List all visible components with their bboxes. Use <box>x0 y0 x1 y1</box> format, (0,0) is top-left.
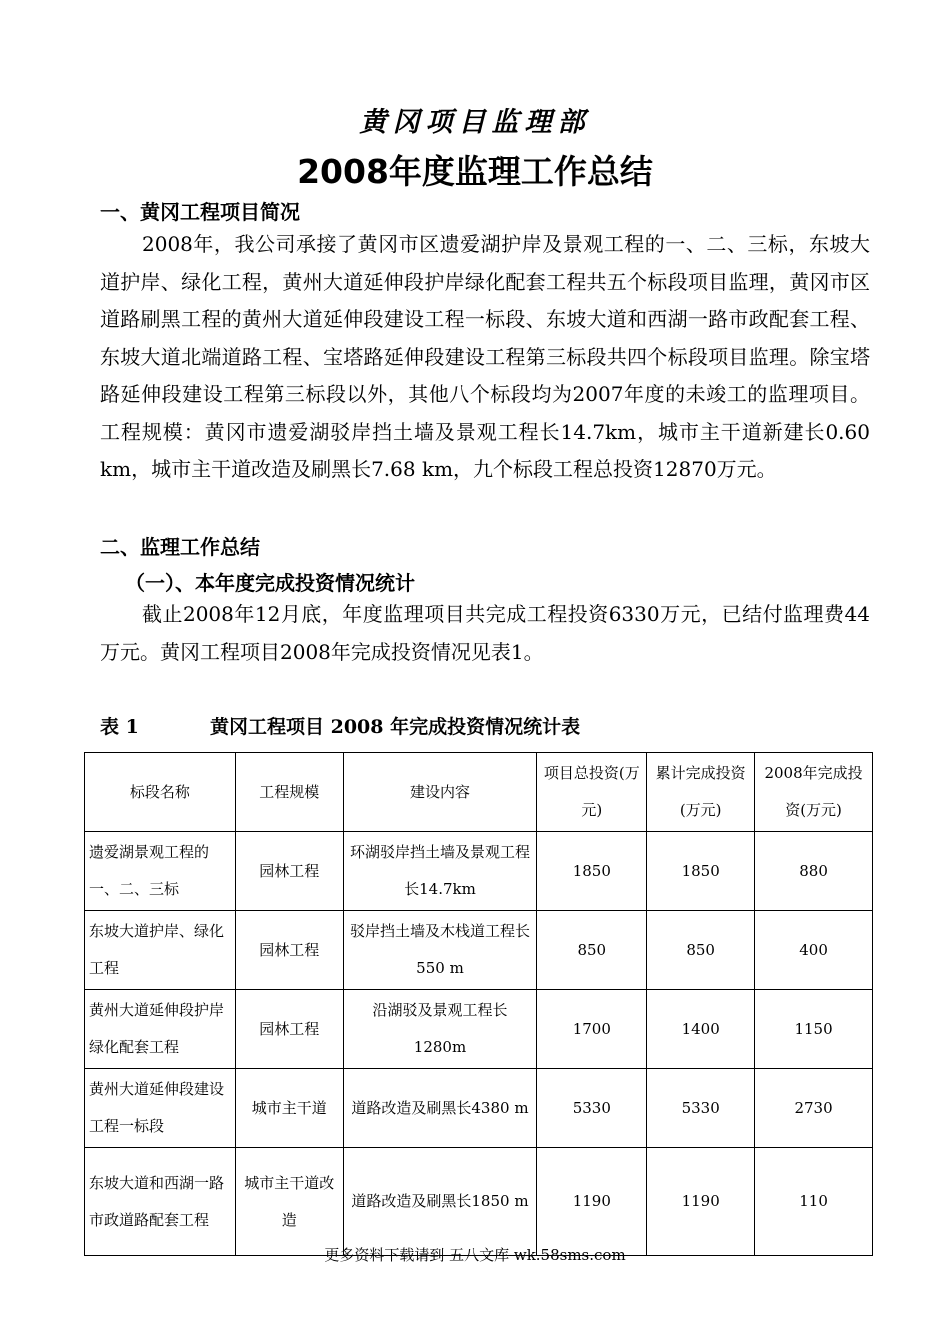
table-cell: 道路改造及刷黑长4380 m <box>343 1069 537 1148</box>
table-cell: 城市主干道改造 <box>235 1148 343 1256</box>
table-cell: 400 <box>755 911 873 990</box>
table-header-cell: 2008年完成投资(万元) <box>755 753 873 832</box>
table-row <box>85 832 873 911</box>
table-row <box>85 990 873 1069</box>
table-cell: 沿湖驳及景观工程长1280m <box>343 990 537 1069</box>
table-row <box>85 1069 873 1148</box>
table-cell: 5330 <box>537 1069 647 1148</box>
table-row <box>85 911 873 990</box>
table-cell: 环湖驳岸挡土墙及景观工程长14.7km <box>343 832 537 911</box>
table-cell: 东坡大道和西湖一路市政道路配套工程 <box>85 1148 236 1256</box>
table-cell: 城市主干道 <box>235 1069 343 1148</box>
section1-heading: 一、黄冈工程项目简况 <box>100 200 300 224</box>
table-header-cell: 标段名称 <box>85 753 236 832</box>
table-header-cell: 项目总投资(万元) <box>537 753 647 832</box>
table-cell: 1150 <box>755 990 873 1069</box>
table-cell: 园林工程 <box>235 832 343 911</box>
section2-paragraph: 截止2008年12月底，年度监理项目共完成工程投资6330万元，已结付监理费44万元。黄冈工程项目2008年完成投资情况见表1。 <box>100 602 870 664</box>
section1-paragraph: 2008年，我公司承接了黄冈市区遗爱湖护岸及景观工程的一、二、三标，东坡大道护岸、绿化工程，黄州大道延伸段护岸绿化配套工程共五个标段项目监理，黄冈市区道路刷黑工程的黄州大道延伸段建设工程一标段、东坡大道和西湖一路市政配套工程、东坡大道北端道路工程、宝塔路延伸段建设工程第三标段共四个标段项目监理。除宝塔路延伸段建设工程第三标段以外，其他八个标段均为2007年度的未竣工的监理项目。工程规模：黄冈市遗爱湖驳岸挡土墙及景观工程长14.7km，城市主干道新建长0.60 km，城市主干道改造及刷黑长7.68 km，九个标段工程总投资12870万元。 <box>100 232 870 481</box>
table-header-cell: 建设内容 <box>343 753 537 832</box>
section2-heading: 二、监理工作总结 <box>100 535 260 559</box>
table-header-row <box>85 753 873 832</box>
table-cell: 5330 <box>647 1069 755 1148</box>
table-cell: 道路改造及刷黑长1850 m <box>343 1148 537 1256</box>
table-cell: 2730 <box>755 1069 873 1148</box>
table-cell: 1400 <box>647 990 755 1069</box>
table-cell: 1850 <box>537 832 647 911</box>
table-cell: 园林工程 <box>235 990 343 1069</box>
table-cell: 1700 <box>537 990 647 1069</box>
table-cell: 850 <box>537 911 647 990</box>
org-title: 黄冈项目监理部 <box>359 107 591 138</box>
investment-table <box>84 752 873 1256</box>
report-title: 2008年度监理工作总结 <box>297 152 653 191</box>
table-cell: 880 <box>755 832 873 911</box>
table-cell: 驳岸挡土墙及木栈道工程长550 m <box>343 911 537 990</box>
table-cell: 110 <box>755 1148 873 1256</box>
table-cell: 黄州大道延伸段建设工程一标段 <box>85 1069 236 1148</box>
table-cell: 1850 <box>647 832 755 911</box>
table-cell: 850 <box>647 911 755 990</box>
table-caption <box>100 712 580 739</box>
table-row <box>85 1148 873 1256</box>
table-cell: 1190 <box>537 1148 647 1256</box>
footer-text: 更多资料下载请到 五八文库 wk.58sms.com <box>324 1246 626 1264</box>
table-cell: 遗爱湖景观工程的一、二、三标 <box>85 832 236 911</box>
table-cell: 1190 <box>647 1148 755 1256</box>
table-header-cell: 累计完成投资(万元) <box>647 753 755 832</box>
table-cell: 东坡大道护岸、绿化工程 <box>85 911 236 990</box>
table-header-cell: 工程规模 <box>235 753 343 832</box>
table-cell: 园林工程 <box>235 911 343 990</box>
table-caption-title: 黄冈工程项目 2008 年完成投资情况统计表 <box>210 716 581 738</box>
section2-subheading: （一）、本年度完成投资情况统计 <box>125 571 415 595</box>
table-cell: 黄州大道延伸段护岸绿化配套工程 <box>85 990 236 1069</box>
table-caption-number: 表 1 <box>100 716 139 738</box>
